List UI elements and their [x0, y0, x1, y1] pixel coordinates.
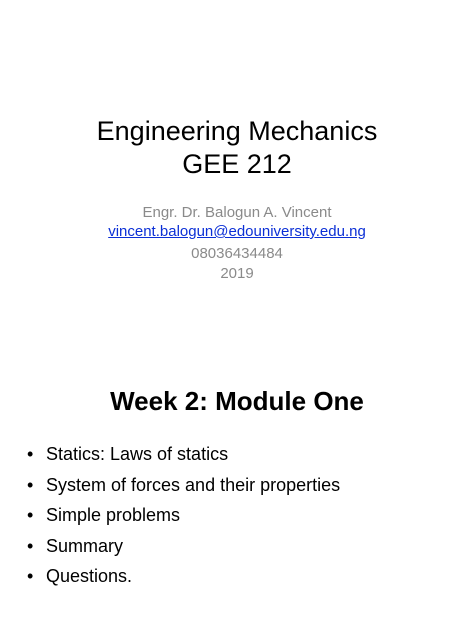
bullet-icon: • [27, 535, 34, 556]
course-title: Engineering Mechanics [96, 116, 378, 146]
year: 2019 [220, 265, 254, 282]
email-link[interactable]: vincent.balogun@edouniversity.edu.ng [108, 223, 366, 240]
module-title: Week 2: Module One [110, 386, 364, 416]
list-item-text: Questions. [46, 566, 133, 587]
bullet-icon: • [27, 566, 34, 587]
list-item-text: Summary [46, 535, 124, 556]
list-item [26, 471, 340, 502]
topic-list [26, 440, 340, 593]
list-item [26, 532, 340, 563]
list-item [26, 501, 340, 532]
course-code: GEE 212 [182, 149, 292, 179]
list-item [26, 440, 340, 471]
list-item-text: Statics: Laws of statics [46, 444, 229, 464]
bullet-icon: • [27, 444, 34, 464]
email-row [0, 222, 474, 241]
bullet-icon: • [27, 474, 34, 495]
list-item-text: System of forces and their properties [46, 474, 341, 495]
list-item-text: Simple problems [46, 505, 181, 526]
phone-number: 08036434484 [191, 245, 283, 262]
bullet-icon: • [27, 505, 34, 526]
module-slide [0, 316, 474, 632]
author-name: Engr. Dr. Balogun A. Vincent [142, 204, 332, 221]
list-item [26, 562, 340, 593]
